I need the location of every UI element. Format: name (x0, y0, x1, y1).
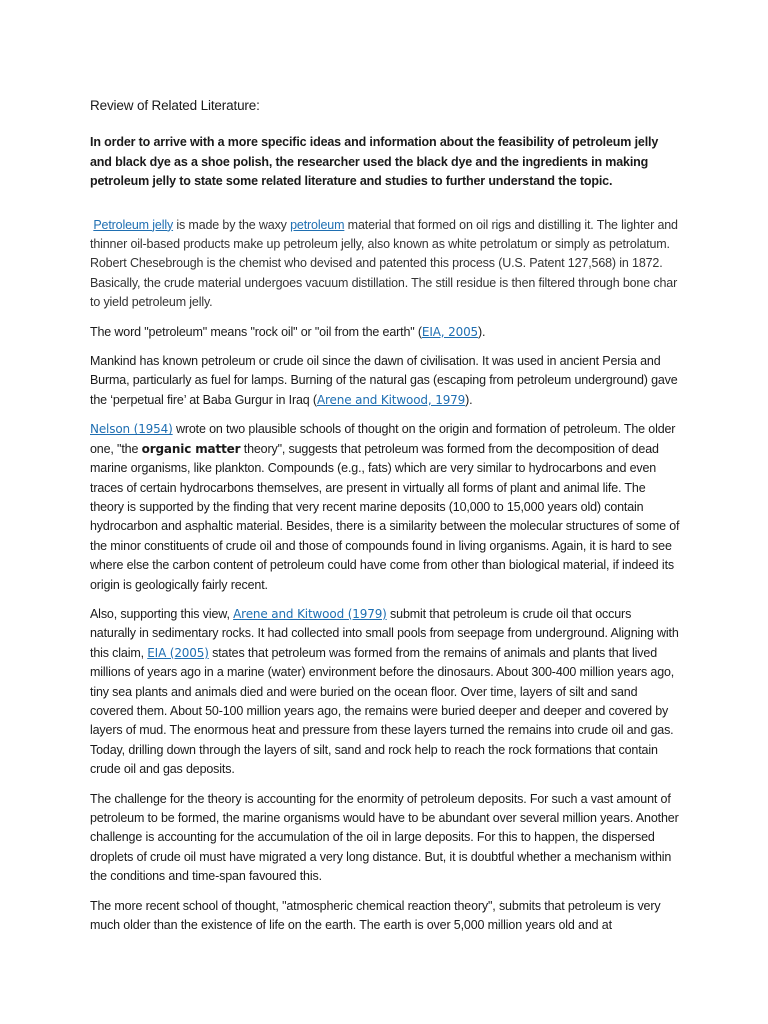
link-nelson-1954[interactable]: Nelson (1954) (90, 422, 173, 437)
paragraph-text: wrote on two plausible schools of thought on the origin and formation of petroleum. The older one, "the (90, 422, 676, 456)
intro-paragraph: In order to arrive with a more specific ideas and information about the feasibility of petroleum jelly and black dye as a shoe polish, the researcher used the black dye and the ingredients in making petroleum jelly to state some related literature and studies to further understand the topic. (90, 135, 659, 189)
link-eia-2005[interactable]: EIA, 2005 (421, 324, 479, 339)
paragraph-text: submit that petroleum is crude oil that occurs naturally in sedimentary rocks. It had collected into small pools from seepage from underground. Aligning with this claim, (90, 606, 679, 660)
paragraph-text: material that formed on oil rigs and distilling it. The lighter and thinner oil-based products make up petroleum jelly, also known as white petrolatum or simply as petrolatum. Robert Chesebrough is the chemist who devised and patented this process (U.S. Patent 127,568) in 1872. Basically, the crude material undergoes vacuum distillation. The still residue is then filtered through bone char to yield petroleum jelly. (90, 217, 678, 310)
paragraph-mankind (90, 352, 680, 410)
link-arene-kitwood-1979[interactable]: Arene and Kitwood, 1979 (316, 392, 466, 407)
link-petroleum-jelly[interactable]: Petroleum jelly (93, 217, 174, 232)
paragraph-text: states that petroleum was formed from the remains of animals and plants that lived millions of years ago in a marine (water) environment before the dinosaurs. About 300-400 million years ago, tiny sea plants and animals died and were buried on the ocean floor. Over time, layers of silt and sand covered them. About 50-100 million years ago, the remains were buried deeper and deeper and covered by layers of mud. The enormous heat and pressure from these layers turned the remains into crude oil and gas. Today, drilling down through the layers of silt, sand and rock help to reach the rock formations that contain crude oil and gas deposits. (90, 645, 675, 777)
document-page (90, 96, 680, 945)
paragraph-text: ). (478, 324, 486, 339)
paragraph-petroleum-jelly (90, 216, 680, 313)
paragraph-text: Mankind has known petroleum or crude oil since the dawn of civilisation. It was used in ancient Persia and Burma, particularly as fuel for lamps. Burning of the natural gas (escaping from petroleum underground) gave the ‘perpetual fire’ at Baba Gurgur in Iraq ( (90, 354, 678, 407)
paragraph-recent-school: The more recent school of thought, "atmospheric chemical reaction theory", submits that petroleum is very much older than the existence of life on the earth. The earth is over 5,000 million years old and at (90, 898, 661, 933)
emphasis-organic-matter: organic matter (141, 441, 241, 456)
paragraph-word-petroleum (90, 323, 680, 342)
paragraph-text: The word "petroleum" means "rock oil" or "oil from the earth" ( (90, 324, 422, 339)
section-heading: Review of Related Literature: (90, 98, 260, 113)
paragraph-supporting-view (90, 605, 680, 780)
paragraph-challenge: The challenge for the theory is accounting for the enormity of petroleum deposits. For such a vast amount of petroleum to be formed, the marine organisms would have to be abundant over several million years. Another challenge is accounting for the accumulation of the oil in large deposits. For this to happen, the dispersed droplets of crude oil must have migrated a very long distance. But, it is doubtful whether a mechanism within the conditions and time-span favoured this. (90, 791, 679, 884)
link-arene-kitwood-1979b[interactable]: Arene and Kitwood (1979) (233, 606, 387, 621)
paragraph-text: Also, supporting this view, (90, 606, 234, 621)
link-eia-2005b[interactable]: EIA (2005) (147, 645, 209, 660)
link-petroleum[interactable]: petroleum (290, 217, 345, 232)
paragraph-nelson (90, 420, 680, 595)
paragraph-text: is made by the waxy (173, 217, 291, 232)
paragraph-text: theory", suggests that petroleum was formed from the decomposition of dead marine organisms, like plankton. Compounds (e.g., fats) which are very similar to hydrocarbons and even traces of certain hydrocarbons themselves, are present in virtually all forms of plant and animal life. The theory is supported by the finding that very recent marine deposits (10,000 to 15,000 years old) contain hydrocarbon and asphaltic material. Besides, there is a similarity between the molecular structures of some of the minor constituents of crude oil and those of compounds found in living organisms. Again, it is hard to see where else the carbon content of petroleum could have come from other than biological material, if indeed its origin is geologically fairly recent. (90, 441, 680, 592)
paragraph-text: ). (465, 392, 473, 407)
